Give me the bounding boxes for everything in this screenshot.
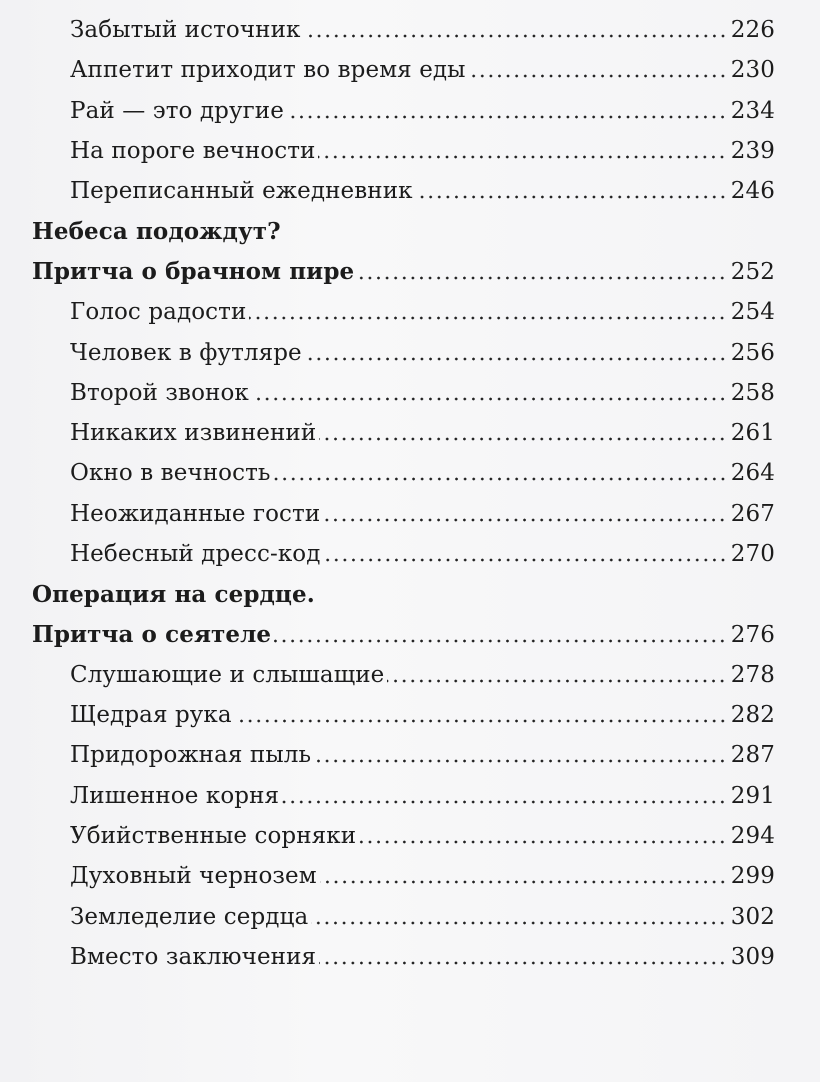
toc-entry [0,131,820,171]
toc-chapter-entry [0,252,820,292]
toc-entry [0,897,820,937]
toc-dot-leader [323,518,726,522]
toc-entry-title: Небесный дресс-код [70,541,321,567]
toc-entry [0,292,820,332]
toc-dot-leader [274,639,727,643]
toc-entry [0,494,820,534]
toc-entry-title: Человек в футляре [70,339,302,366]
toc-dot-leader [324,558,727,562]
toc-entry [0,50,820,90]
toc-entry-title: Убийственные сорняки [70,823,357,850]
toc-dot-leader [252,397,727,401]
toc-entry [0,534,820,574]
toc-entry [0,332,820,372]
toc-page-number: 270 [730,541,775,567]
toc-entry [0,735,820,775]
toc-dot-leader [311,921,727,925]
toc-page-number: 226 [730,17,775,44]
toc-entry-title: Щедрая рука [70,702,232,729]
toc-dot-leader [319,961,727,965]
toc-entry [0,776,820,816]
toc-dot-leader [469,74,727,78]
toc-dot-leader [282,800,727,804]
toc-page-number: 258 [730,379,775,406]
toc-entry-title: Окно в вечность [70,460,271,487]
toc-entry [0,373,820,413]
toc-dot-leader [314,759,727,763]
toc-entry [0,655,820,695]
toc-page-number: 309 [730,943,775,970]
toc-entry [0,816,820,856]
toc-page-number: 267 [730,500,775,527]
toc-entry-title: Забытый источник [70,17,301,44]
toc-chapter-entry [0,614,820,654]
toc-entry-title: Духовный чернозем [70,863,317,890]
toc-page-number: 294 [730,823,775,850]
toc-entry-title: Второй звонок [70,379,249,406]
toc-section-heading [0,211,820,251]
toc-entry-title: Слушающие и слышащие [70,661,385,688]
toc-page-number: 299 [730,863,775,890]
toc-entry-title: Земледелие сердца [70,903,309,930]
toc-entry-title: Голос радости [70,299,247,326]
toc-entry-title: Притча о брачном пире [32,258,355,286]
toc-entry [0,413,820,453]
toc-dot-leader [274,477,727,481]
toc-entry-title: Придорожная пыль [70,742,312,769]
toc-page-number: 256 [730,339,775,366]
toc-dot-leader [357,276,727,280]
table-of-contents [0,10,820,977]
toc-dot-leader [320,880,727,884]
toc-entry [0,10,820,50]
toc-entry [0,91,820,131]
toc-entry [0,856,820,896]
toc-page-number: 261 [730,420,775,447]
toc-dot-leader [287,115,727,119]
toc-page-number: 246 [730,178,775,205]
toc-page-number: 278 [730,661,775,688]
toc-dot-leader [416,195,727,199]
toc-page-number: 264 [730,460,775,487]
toc-entry [0,695,820,735]
toc-page-number: 252 [730,258,775,285]
toc-page-number: 254 [730,299,775,326]
toc-entry [0,453,820,493]
toc-dot-leader [305,357,727,361]
toc-dot-leader [304,34,727,38]
toc-dot-leader [235,719,727,723]
toc-page-number: 302 [730,903,775,930]
toc-entry-title: Неожиданные гости [70,500,321,527]
toc-page-number: 276 [730,621,775,648]
toc-dot-leader [359,840,727,844]
toc-entry [0,171,820,211]
toc-dot-leader [387,679,726,683]
toc-entry-title: Аппетит приходит во время еды [70,57,466,84]
toc-entry-title: На пороге вечности [70,138,316,165]
toc-entry-title: Небеса подождут? [32,218,281,246]
toc-dot-leader [249,316,726,320]
toc-entry-title: Вместо заключения [70,943,317,970]
toc-dot-leader [318,155,726,159]
toc-page-number: 239 [730,138,775,165]
toc-dot-leader [319,437,727,441]
toc-entry-title: Лишенное корня [70,782,280,809]
toc-page-number: 287 [730,742,775,769]
toc-entry-title: Никаких извинений [70,420,317,447]
toc-page-number: 291 [730,782,775,809]
toc-entry-title: Притча о сеятеле [32,621,272,649]
toc-entry-title: Операция на сердце. [32,580,315,608]
toc-page-number: 230 [730,57,775,84]
toc-entry-title: Переписанный ежедневник [70,178,413,205]
toc-page-number: 234 [730,97,775,124]
toc-entry-title: Рай — это другие [70,97,284,124]
toc-entry [0,937,820,977]
toc-page-number: 282 [730,702,775,729]
toc-section-heading [0,574,820,614]
